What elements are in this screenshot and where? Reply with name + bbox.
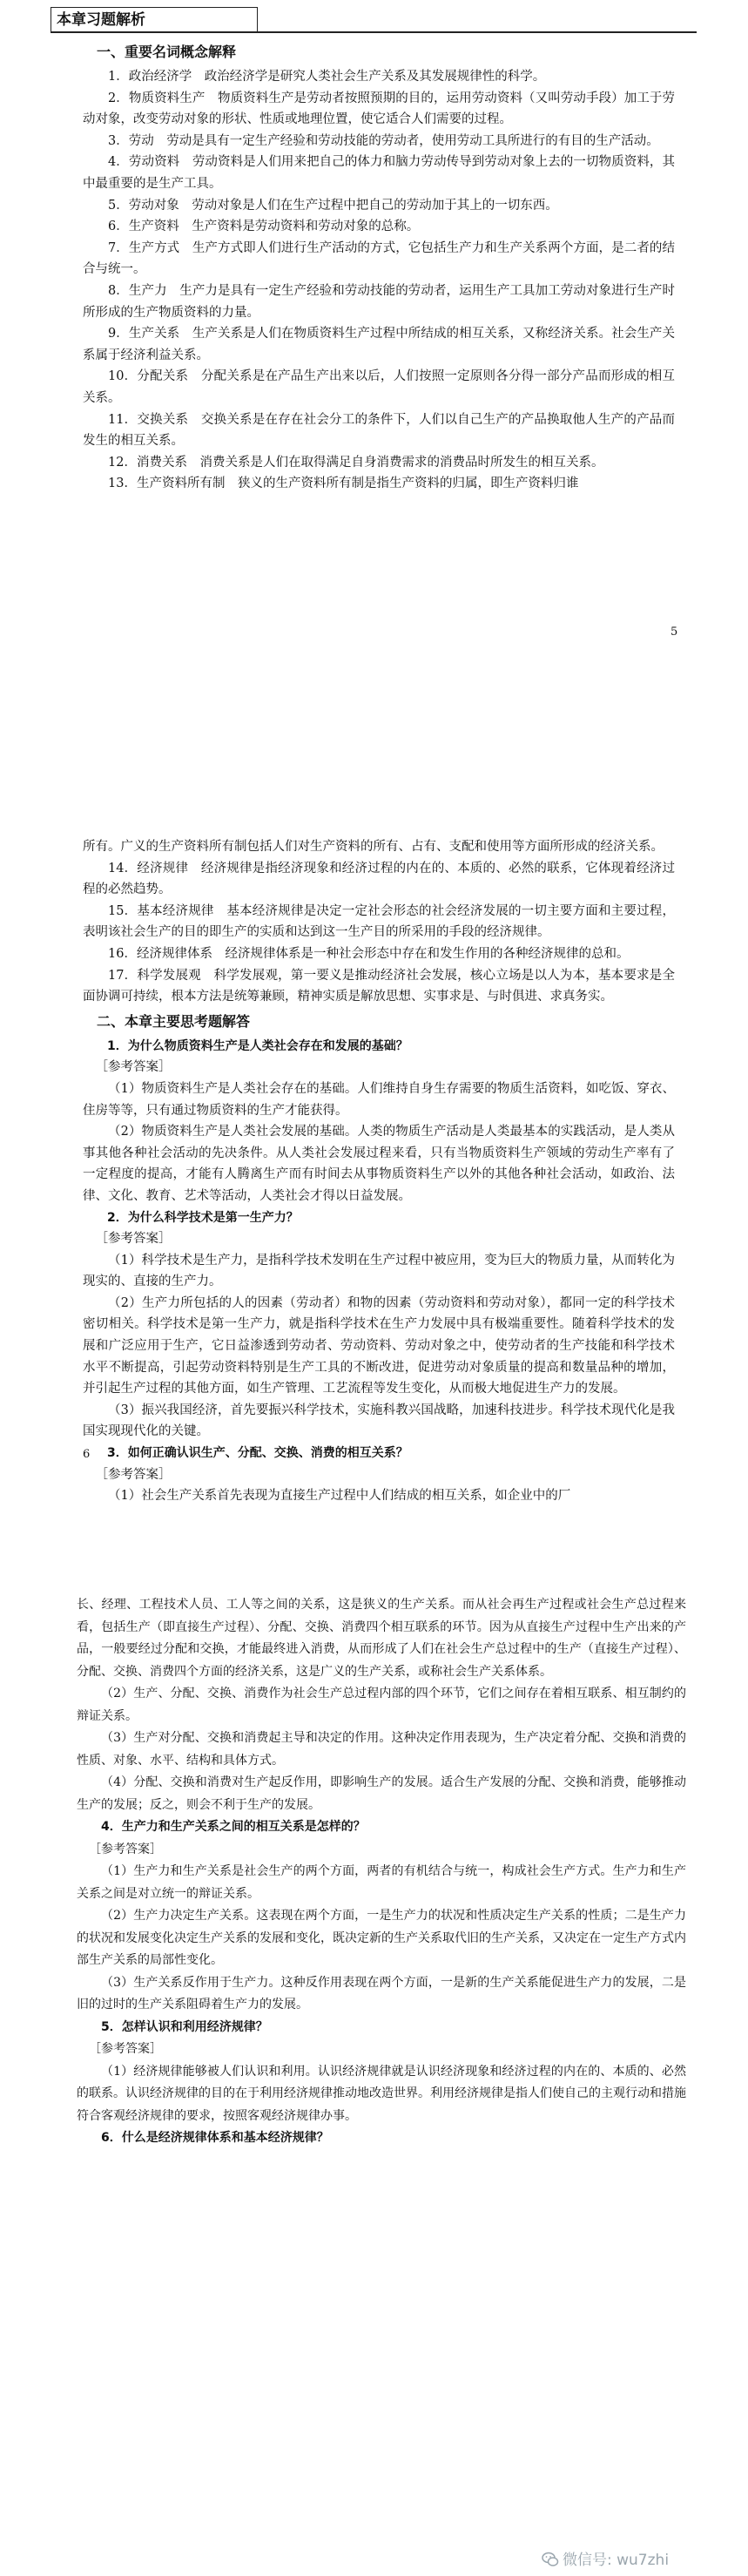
answer-label: ［参考答案］ xyxy=(89,1842,162,1856)
term-item: 3．劳动 劳动是具有一定生产经验和劳动技能的劳动者，使用劳动工具所进行的有目的生产活动。 xyxy=(108,133,659,148)
page-6 xyxy=(0,836,748,1516)
answer-paragraph: （2）生产力所包括的人的因素（劳动者）和物的因素（劳动资料和劳动对象），都同一定的科学技术密切相关。科学技术是第一生产力，就是指科学技术在生产力发展中具有极端重要性。随着科学技术的发展和广泛应用于生产，它日益渗透到劳动者、劳动资料、劳动对象之中，使劳动者的生产技能和科学技术水平不断提高，引起劳动资料特别是生产工具的不断改进，促进劳动对象质量的提高和数量品种的增加，并引起生产过程的其他方面，如生产管理、工艺流程等发生变化，从而极大地促进生产力的发展。 xyxy=(83,1295,675,1396)
term-item: 17．科学发展观 科学发展观，第一要义是推动经济社会发展，核心立场是以人为本，基本要求是全面协调可持续，根本方法是统筹兼顾，精神实质是解放思想、实事求是、与时俱进、求真务实。 xyxy=(83,968,675,1004)
answer-paragraph: （1）社会生产关系首先表现为直接生产过程中人们结成的相互关系，如企业中的厂 xyxy=(108,1489,571,1504)
wechat-watermark xyxy=(542,2547,669,2569)
answer-paragraph: （1）物质资料生产是人类社会存在的基础。人们维持自身生存需要的物质生活资料，如吃饭、穿衣、住房等等，只有通过物质资料的生产才能获得。 xyxy=(83,1081,675,1118)
answer-label: ［参考答案］ xyxy=(95,1467,172,1482)
term-item: 14．经济规律 经济规律是指经济现象和经济过程的内在的、本质的、必然的联系，它体现着经济过程的必然趋势。 xyxy=(83,861,675,897)
answer-paragraph: （3）生产对分配、交换和消费起主导和决定的作用。这种决定作用表现为，生产决定着分配、交换和消费的性质、对象、水平、结构和具体方式。 xyxy=(77,1731,686,1768)
term-item: 16．经济规律体系 经济规律体系是一种社会形态中存在和发生作用的各种经济规律的总和。 xyxy=(108,946,630,961)
question-title: 5．怎样认识和利用经济规律？ xyxy=(101,2019,268,2034)
page1-body xyxy=(83,38,675,495)
answer-paragraph: （2）物质资料生产是人类社会发展的基础。人类的物质生产活动是人类最基本的实践活动，是人类从事其他各种社会活动的先决条件。从人类社会发展过程来看，只有当物质资料生产领域的劳动生产率有了一定程度的提高，才能有人腾离生产而有时间去从事物质资料生产以外的其他各种社会活动，如政治、法律、文化、教育、艺术等活动，人类社会才得以日益发展。 xyxy=(83,1125,675,1203)
section1-title: 一、重要名词概念解释 xyxy=(97,44,237,60)
watermark-text: 微信号: wu7zhi xyxy=(563,2552,670,2569)
question-title: 6．什么是经济规律体系和基本经济规律？ xyxy=(101,2131,329,2145)
term-item: 5．劳动对象 劳动对象是人们在生产过程中把自己的劳动加于其上的一切东西。 xyxy=(108,198,558,213)
term-item: 9．生产关系 生产关系是人们在物质资料生产过程中所结成的相互关系，又称经济关系。社会生产关系属于经济利益关系。 xyxy=(83,327,675,362)
term-item: 10．分配关系 分配关系是在产品生产出来以后，人们按照一定原则各分得一部分产品而形成的相互关系。 xyxy=(83,369,675,405)
page-number: 6 xyxy=(83,1448,91,1461)
term-item: 7．生产方式 生产方式即人们进行生产活动的方式，它包括生产力和生产关系两个方面，是二者的结合与统一。 xyxy=(83,240,675,277)
wechat-icon xyxy=(542,2551,559,2568)
term-item: 6．生产资料 生产资料是劳动资料和劳动对象的总称。 xyxy=(108,220,420,234)
answer-paragraph: （2）生产、分配、交换、消费作为社会生产总过程内部的四个环节，它们之间存在着相互联系、相互制约的辩证关系。 xyxy=(77,1687,686,1723)
page-number: 5 xyxy=(671,625,678,639)
answer-paragraph: （3）生产关系反作用于生产力。这种反作用表现在两个方面，一是新的生产关系能促进生产力的发展，二是旧的过时的生产关系阻碍着生产力的发展。 xyxy=(77,1975,686,2011)
page3-body xyxy=(77,1594,686,2150)
answer-paragraph: （1）经济规律能够被人们认识和利用。认识经济规律就是认识经济现象和经济过程的内在的、本质的、必然的联系。认识经济规律的目的在于利用经济规律推动地改造世界。利用经济规律是指人们使自己的主观行动和措施符合客观经济规律的要求，按照客观经济规律办事。 xyxy=(77,2064,686,2123)
answer-paragraph: （1）科学技术是生产力，是指科学技术发明在生产过程中被应用，变为巨大的物质力量，从而转化为现实的、直接的生产力。 xyxy=(83,1253,675,1289)
answer-label: ［参考答案］ xyxy=(95,1232,172,1247)
question-title: 3．如何正确认识生产、分配、交换、消费的相互关系？ xyxy=(107,1446,408,1461)
answer-paragraph: （1）生产力和生产关系是社会生产的两个方面，两者的有机结合与统一，构成社会生产方式。生产力和生产关系之间是对立统一的辩证关系。 xyxy=(77,1864,686,1901)
chapter-title: 本章习题解析 xyxy=(51,7,258,33)
term-item: 13．生产资料所有制 狭义的生产资料所有制是指生产资料的归属，即生产资料归谁 xyxy=(108,477,579,491)
answer-paragraph: （3）振兴我国经济，首先要振兴科学技术，实施科教兴国战略，加速科技进步。科学技术现代化是我国实现现代化的关键。 xyxy=(83,1403,675,1439)
term-item-continued: 所有。广义的生产资料所有制包括人们对生产资料的所有、占有、支配和使用等方面所形成的经济关系。 xyxy=(83,840,664,854)
term-item: 15．基本经济规律 基本经济规律是决定一定社会形态的社会经济发展的一切主要方面和主要过程，表明该社会生产的目的即生产的实质和达到这一生产目的所采用的手段的经济规律。 xyxy=(83,903,675,940)
chapter-rule xyxy=(51,31,697,33)
page-5 xyxy=(0,0,748,662)
answer-label: ［参考答案］ xyxy=(89,2042,162,2056)
question-title: 1．为什么物质资料生产是人类社会存在和发展的基础？ xyxy=(107,1038,408,1053)
page-7 xyxy=(0,1594,748,2576)
page2-body xyxy=(83,836,675,1507)
answer-paragraph: （4）分配、交换和消费对生产起反作用，即影响生产的发展。适合生产发展的分配、交换和消费，能够推动生产的发展；反之，则会不利于生产的发展。 xyxy=(77,1775,686,1812)
answer-paragraph: （2）生产力决定生产关系。这表现在两个方面，一是生产力的状况和性质决定生产关系的性质；二是生产力的状况和发展变化决定生产关系的发展和变化，既决定新的生产关系取代旧的生产关系，又决定在一定生产方式内部生产关系的局部性变化。 xyxy=(77,1909,686,1967)
term-item: 2．物质资料生产 物质资料生产是劳动者按照预期的目的，运用劳动资料（又叫劳动手段）加工于劳动对象，改变劳动对象的形状、性质或地理位置，使它适合人们需要的过程。 xyxy=(83,91,675,127)
term-item: 4．劳动资料 劳动资料是人们用来把自己的体力和脑力劳动传导到劳动对象上去的一切物质资料，其中最重要的是生产工具。 xyxy=(83,155,675,191)
term-item: 12．消费关系 消费关系是人们在取得满足自身消费需求的消费品时所发生的相互关系。 xyxy=(108,455,604,470)
term-item: 1．政治经济学 政治经济学是研究人类社会生产关系及其发展规律性的科学。 xyxy=(108,70,546,84)
term-item: 8．生产力 生产力是具有一定生产经验和劳动技能的劳动者，运用生产工具加工劳动对象进行生产时所形成的生产物质资料的力量。 xyxy=(83,283,675,320)
section2-title: 二、本章主要思考题解答 xyxy=(97,1012,251,1030)
question-title: 2．为什么科学技术是第一生产力？ xyxy=(107,1210,299,1225)
answer-paragraph-continued: 长、经理、工程技术人员、工人等之间的关系，这是狭义的生产关系。而从社会再生产过程或社会生产总过程来看，包括生产（即直接生产过程）、分配、交换、消费四个相互联系的环节。因为从直接生产过程中生产出来的产品，一般要经过分配和交换，才能最终进入消费，从而形成了人们在社会生产总过程中的生产（直接生产过程）、分配、交换、消费四个方面的经济关系，这是广义的生产关系，或称社会生产关系体系。 xyxy=(77,1598,686,1679)
question-title: 4．生产力和生产关系之间的相互关系是怎样的？ xyxy=(101,1820,366,1834)
term-item: 11．交换关系 交换关系是在存在社会分工的条件下，人们以自己生产的产品换取他人生产的产品而发生的相互关系。 xyxy=(83,412,675,449)
answer-label: ［参考答案］ xyxy=(95,1060,172,1075)
